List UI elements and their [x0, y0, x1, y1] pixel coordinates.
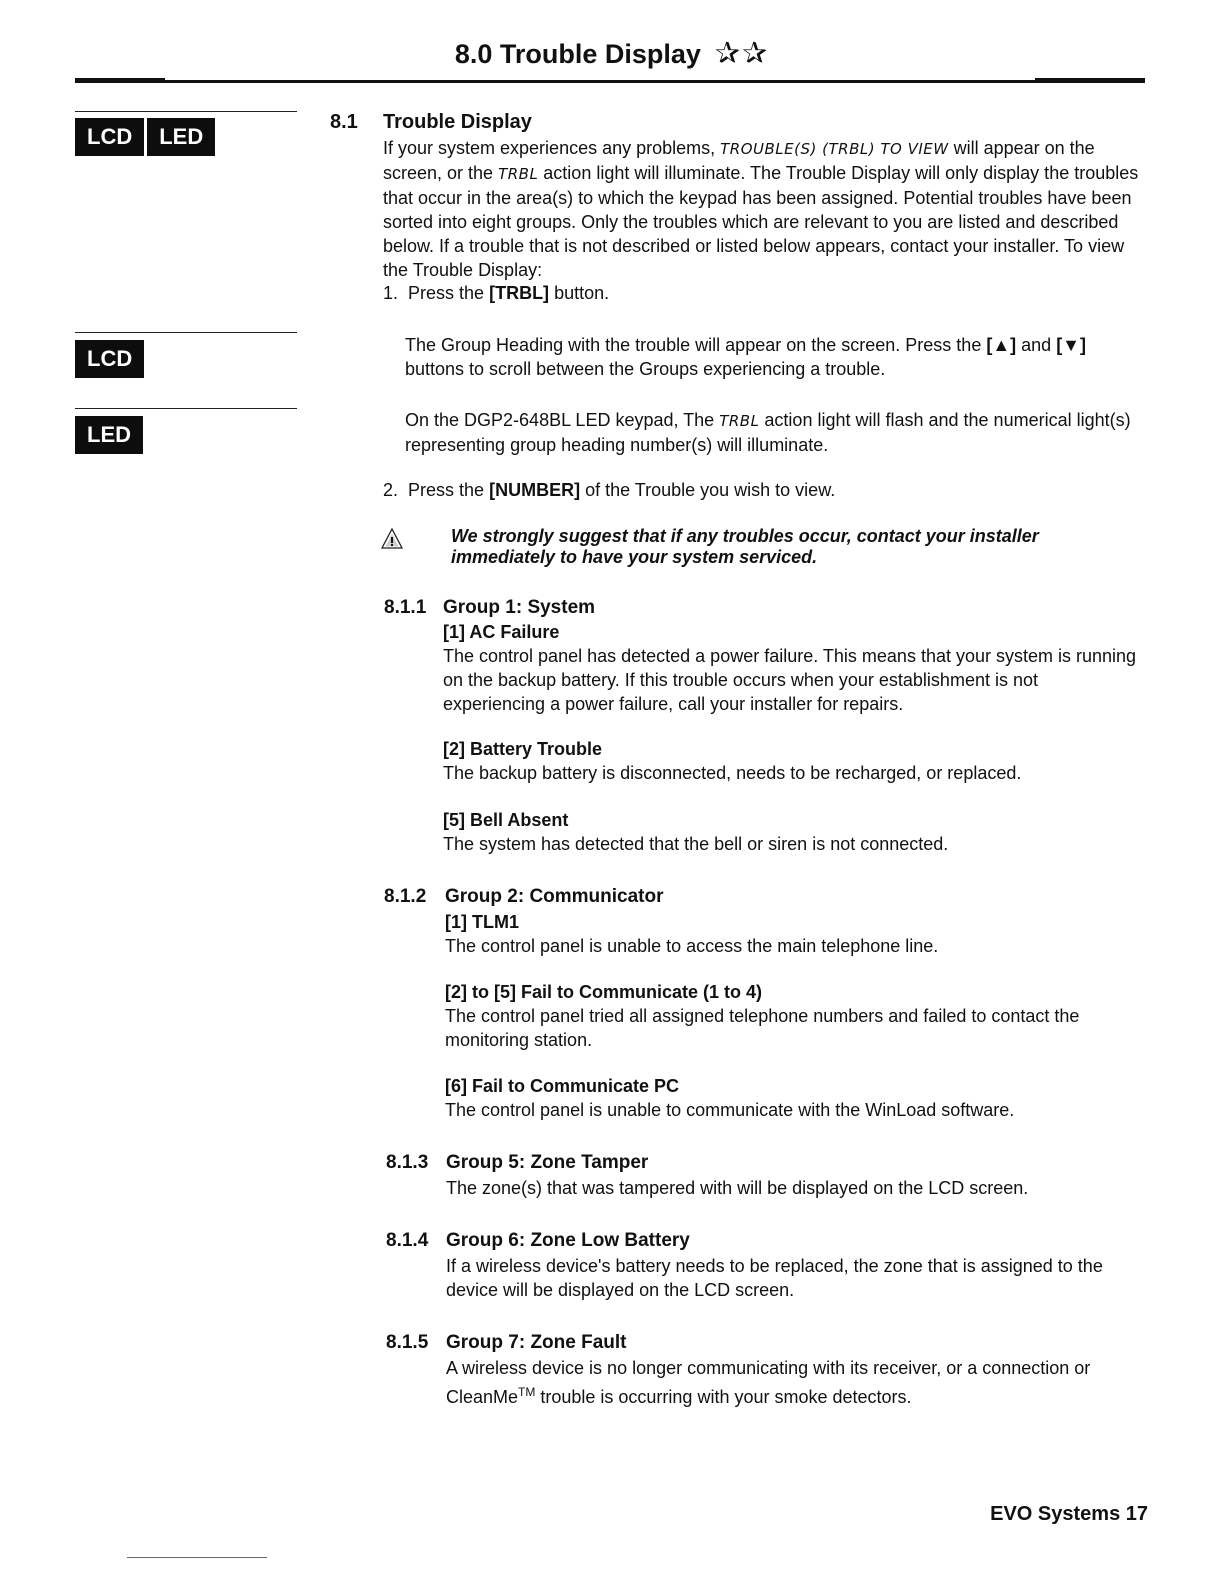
- page-title-text: 8.0 Trouble Display: [454, 39, 701, 69]
- subsection-number: 8.1.1: [384, 597, 427, 618]
- trademark-mark: TM: [518, 1385, 536, 1399]
- star-doodle-icon: ✰✰: [714, 36, 770, 71]
- footer-underline: [127, 1557, 267, 1558]
- lcd-badge: LCD: [75, 118, 144, 156]
- title-rule: [75, 80, 1145, 83]
- trouble-item-text: The backup battery is disconnected, needs to be recharged, or replaced.: [443, 763, 1022, 783]
- subsection-number: 8.1.4: [386, 1230, 429, 1251]
- subsection-title: Group 6: Zone Low Battery: [446, 1230, 690, 1251]
- trouble-item-title: [2] to [5] Fail to Communicate (1 to 4): [445, 982, 763, 1002]
- lcd-led-badges: [75, 118, 215, 156]
- led-only-badge-wrap: [75, 416, 143, 454]
- trouble-item-title: [1] AC Failure: [443, 622, 560, 642]
- trouble-item-title: [2] Battery Trouble: [443, 739, 603, 759]
- page-footer: EVO Systems 17: [990, 1503, 1148, 1525]
- subsection-text: The zone(s) that was tampered with will be displayed on the LCD screen.: [446, 1178, 1029, 1198]
- trouble-item-text: The system has detected that the bell or siren is not connected.: [443, 834, 949, 854]
- page-title: [0, 36, 1224, 71]
- subsection-number: 8.1.3: [386, 1152, 429, 1173]
- trouble-item-text: The control panel has detected a power failure. This means that your system is running on the backup battery. If this trouble occurs when your establishment is not experiencing a power failure, call your installer for repairs.: [443, 646, 1137, 714]
- lcd-badge: LCD: [75, 340, 144, 378]
- subsection-title: Group 7: Zone Fault: [446, 1332, 627, 1353]
- sidebar-rule: [75, 332, 297, 333]
- subsection-text: A wireless device is no longer communicating with its receiver, or a connection or CleanMe™ trouble is occurring with your smoke detectors.: [446, 1358, 1091, 1407]
- warning-text: We strongly suggest that if any troubles occur, contact your installer immediately to have your system serviced.: [451, 526, 1039, 567]
- trouble-item-title: [6] Fail to Communicate PC: [445, 1076, 680, 1096]
- step-1: 1. Press the [TRBL] button.: [383, 283, 610, 303]
- subsection-text: If a wireless device's battery needs to be replaced, the zone that is assigned to the device will be displayed on the LCD screen.: [446, 1256, 1103, 1300]
- led-note: On the DGP2-648BL LED keypad, The TRBL action light will flash and the numerical light(s) representing group heading number(s) will illuminate.: [405, 410, 1131, 455]
- step-2: 2. Press the [NUMBER] of the Trouble you wish to view.: [383, 480, 836, 500]
- subsection-number: 8.1.5: [386, 1332, 429, 1353]
- section-intro: If your system experiences any problems, TROUBLE(S) (TRBL) TO VIEW will appear on the screen, or the TRBL action light will illuminate. The Trouble Display will only display the troubles that occur in the area(s) to which the keypad has been assigned. Potential troubles have been sorted into eight groups. Only the troubles which are relevant to you are listed and described below. If a trouble that is not described or listed below appears, contact your installer. To view the Trouble Display:: [383, 138, 1139, 280]
- trouble-item-title: [1] TLM1: [445, 912, 519, 932]
- sidebar-rule: [75, 408, 297, 409]
- lcd-note: The Group Heading with the trouble will appear on the screen. Press the [▲] and [▼] buttons to scroll between the Groups experiencing a trouble.: [405, 335, 1086, 379]
- section-number: 8.1: [330, 111, 358, 133]
- trouble-item: [445, 910, 1145, 958]
- lcd-only-badge-wrap: [75, 340, 144, 378]
- subsection-title: Group 2: Communicator: [445, 886, 664, 907]
- trouble-item: [445, 980, 1145, 1052]
- trbl-key: [TRBL]: [489, 283, 550, 303]
- trouble-item-text: The control panel is unable to communicate with the WinLoad software.: [445, 1100, 1015, 1120]
- trouble-item: [445, 1074, 1145, 1122]
- sidebar-rule: [75, 111, 297, 112]
- led-badge: LED: [75, 416, 143, 454]
- led-badge: LED: [147, 118, 215, 156]
- lcd-message: TROUBLE(S) (TRBL) TO VIEW: [720, 140, 949, 158]
- trbl-light-label: TRBL: [719, 412, 760, 430]
- down-arrow-key: [▼]: [1056, 335, 1086, 355]
- trouble-item-title: [5] Bell Absent: [443, 810, 569, 830]
- trouble-item-text: The control panel is unable to access the main telephone line.: [445, 936, 939, 956]
- trouble-item: [443, 620, 1143, 716]
- trouble-item: [443, 737, 1143, 785]
- trouble-item-text: The control panel tried all assigned telephone numbers and failed to contact the monitoring station.: [445, 1006, 1080, 1050]
- warning-icon: [381, 528, 403, 555]
- subsection-number: 8.1.2: [384, 886, 427, 907]
- subsection-title: Group 5: Zone Tamper: [446, 1152, 649, 1173]
- trouble-item: [443, 808, 1143, 856]
- trbl-light-label: TRBL: [498, 165, 539, 183]
- up-arrow-key: [▲]: [986, 335, 1017, 355]
- subsection-title: Group 1: System: [443, 597, 596, 618]
- number-key: [NUMBER]: [489, 480, 581, 500]
- section-title: Trouble Display: [383, 111, 532, 133]
